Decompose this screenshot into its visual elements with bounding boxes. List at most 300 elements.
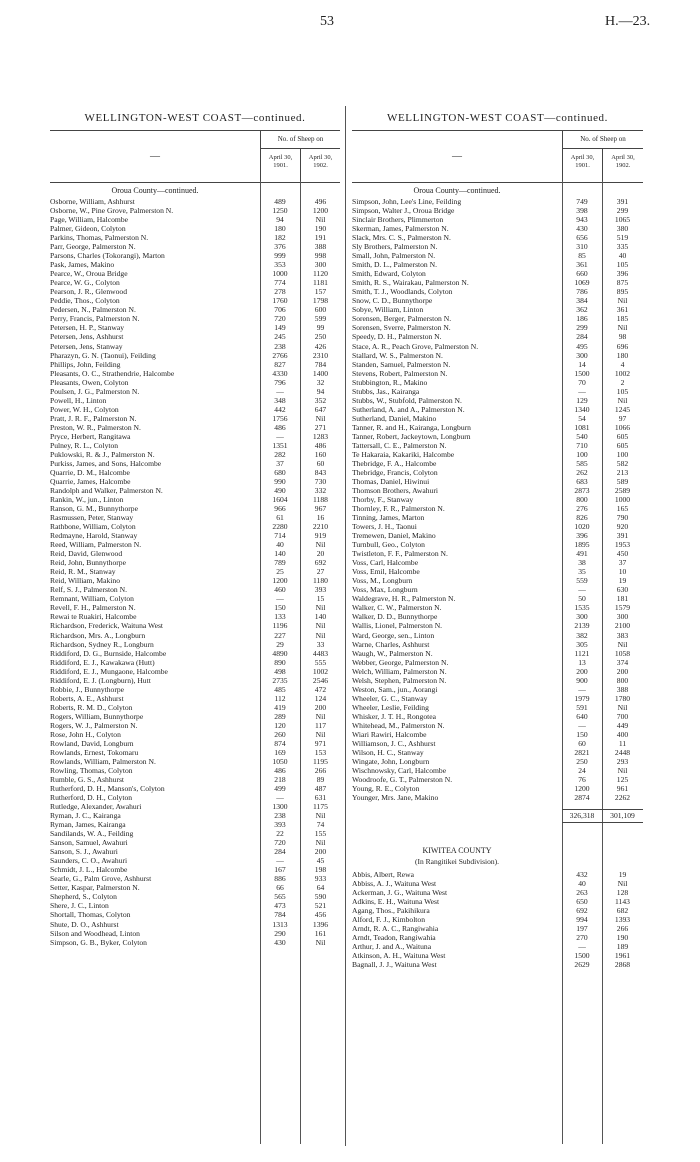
owner-name: Riddiford, D. G., Burnside, Halcombe	[50, 648, 167, 658]
owner-name: Sanson, S. J., Awahuri	[50, 847, 118, 857]
owner-name: Riddiford, E. J., Mungaone, Halcombe	[50, 666, 168, 676]
sheep-1901: 1200	[272, 576, 288, 586]
owner-name: Voss, M., Longburn	[352, 576, 413, 586]
document-reference: H.—23.	[605, 14, 651, 29]
table-row	[50, 694, 340, 703]
sheep-1902: 1195	[313, 756, 328, 766]
table-row	[50, 585, 340, 594]
owner-name: Pearson, J. R., Glenwood	[50, 287, 127, 297]
sheep-1901: 749	[576, 197, 588, 206]
sheep-1902: 2100	[614, 621, 631, 631]
sheep-1902: Nil	[315, 711, 326, 721]
table-row	[50, 558, 340, 567]
sheep-1902: Nil	[315, 413, 326, 423]
owner-name: Thomson Brothers, Awahuri	[352, 486, 438, 495]
sheep-1901: 40	[578, 879, 586, 889]
sheep-1901: 300	[576, 612, 588, 622]
section-heading-kiwitea: KIWITEA COUNTY	[422, 846, 492, 855]
table-row	[352, 323, 643, 332]
owner-name: Slack, Mrs. C. S., Palmerston N.	[352, 233, 451, 243]
sheep-1902: 692	[314, 558, 327, 568]
name-column-header: —	[452, 151, 462, 162]
owner-name: Thebridge, F. A., Halcombe	[352, 458, 437, 468]
table-row	[352, 513, 643, 522]
owner-name: Osborne, W., Pine Grove, Palmerston N.	[50, 206, 174, 216]
owner-name: Parsons, Charles (Tokorangi), Marton	[50, 251, 165, 261]
table-row	[50, 504, 340, 513]
owner-name: Tattersall, C. E., Palmerston N.	[352, 440, 447, 450]
owner-name: Sanson, Samuel, Awahuri	[50, 838, 128, 848]
table-row	[352, 942, 643, 951]
sheep-1901: 591	[576, 702, 588, 712]
table-row	[352, 405, 643, 414]
table-row	[50, 784, 340, 793]
sheep-1902: 700	[616, 711, 629, 721]
sheep-1902: 380	[616, 224, 629, 234]
owner-name: Rutherford, D. H., Colyton	[50, 793, 133, 803]
table-row	[50, 802, 340, 811]
sheep-1901: 1979	[574, 693, 590, 703]
owner-name: Tanner, Robert, Jackeytown, Longburn	[352, 431, 471, 441]
table-row	[50, 883, 340, 892]
table-row	[50, 540, 340, 549]
sheep-1902: 487	[314, 784, 327, 794]
sheep-1901: 276	[576, 504, 588, 514]
owner-name: Twistleton, F. F., Palmerston N.	[352, 549, 448, 559]
owner-name: Snow, C. D., Bunnythorpe	[352, 296, 433, 306]
owner-name: Sorensen, Sverre, Palmerston N.	[352, 323, 451, 333]
owner-name: Young, R. E., Colyton	[352, 784, 420, 794]
owner-name: Atkinson, A. H., Waituna West	[352, 951, 446, 961]
sheep-1902: 180	[616, 350, 629, 360]
sheep-1902: 647	[314, 404, 327, 414]
sheep-1901: 396	[576, 531, 588, 541]
sheep-1902: 496	[314, 197, 327, 206]
sheep-1901: 789	[274, 558, 286, 568]
sheep-1901: 25	[276, 567, 284, 577]
sheep-1902: 486	[314, 440, 327, 450]
page-number: 53	[320, 14, 334, 29]
owner-name: Stevens, Robert, Palmerston N.	[352, 368, 448, 378]
table-body	[352, 197, 643, 802]
table-row	[352, 667, 643, 676]
sheep-1902: 157	[314, 287, 327, 297]
owner-name: Rutherford, D. H., Manson's, Colyton	[50, 784, 165, 794]
sheep-1902: Nil	[315, 540, 326, 550]
sheep-1901: 1756	[272, 413, 288, 423]
owner-name: Walker, C. W., Palmerston N.	[352, 603, 442, 613]
table-row	[50, 323, 340, 332]
owner-name: Simpson, John, Lee's Line, Feilding	[352, 197, 462, 206]
section-heading: Oroua County—continued.	[413, 186, 501, 195]
sheep-1902: 335	[616, 242, 629, 252]
table-row	[50, 549, 340, 558]
date-1901-header: April 30, 1901.	[260, 149, 300, 182]
owner-name: Welch, William, Palmerston N.	[352, 666, 447, 676]
sheep-1902: 1798	[312, 296, 329, 306]
owner-name: Stubbs, W., Stubfold, Palmerston N.	[352, 395, 462, 405]
table-row	[50, 513, 340, 522]
owner-name: Voss, Carl, Halcombe	[352, 558, 419, 568]
sheep-1901: 238	[274, 341, 286, 351]
table-row	[352, 314, 643, 323]
sheep-1902: Nil	[617, 323, 628, 333]
table-row	[50, 441, 340, 450]
table-row	[50, 892, 340, 901]
table-row	[352, 870, 643, 879]
owner-name: Pask, James, Makino	[50, 260, 115, 270]
owner-name: Phillips, John, Feilding	[50, 359, 121, 369]
sheep-1901: 100	[576, 449, 588, 459]
section-subheading: (In Rangitikei Subdivision).	[415, 857, 499, 866]
sheep-1902: 361	[616, 305, 629, 315]
sheep-1901: 150	[576, 729, 588, 739]
table-row	[50, 224, 340, 233]
table-row	[50, 658, 340, 667]
sheep-1901: —	[276, 856, 284, 866]
owner-name: Pryce, Herbert, Rangitawa	[50, 431, 131, 441]
sheep-1902: 1188	[313, 495, 328, 505]
sheep-1901: 559	[576, 576, 588, 586]
sheep-1901: —	[276, 431, 284, 441]
owner-name: Rose, John H., Colyton	[50, 729, 121, 739]
table-row	[352, 332, 643, 341]
sheep-1902: 582	[616, 458, 629, 468]
sheep-1901: 149	[274, 323, 286, 333]
sheep-1902: 140	[314, 612, 327, 622]
sheep-1901: 565	[274, 892, 286, 902]
owner-name: Rowlands, William, Palmerston N.	[50, 756, 156, 766]
table-row	[50, 649, 340, 658]
sheep-1902: 19	[618, 870, 627, 879]
table-row	[352, 504, 643, 513]
sheep-1901: 585	[576, 458, 588, 468]
table-row	[352, 495, 643, 504]
owner-name: Shute, D. O., Ashhurst	[50, 919, 119, 929]
table-row	[352, 450, 643, 459]
left-column	[50, 104, 340, 1154]
sheep-1901: 112	[274, 693, 286, 703]
table-row	[50, 477, 340, 486]
owner-name: Relf, S. J., Palmerston N.	[50, 585, 127, 595]
sheep-1901: —	[578, 942, 586, 952]
sheep-1902: 191	[314, 233, 327, 243]
table-row	[352, 486, 643, 495]
sheep-1902: 128	[616, 888, 629, 898]
sheep-1901: 284	[274, 847, 286, 857]
table-row	[50, 387, 340, 396]
table-row	[352, 960, 643, 969]
sheep-1901: 994	[576, 915, 588, 925]
table-row	[50, 757, 340, 766]
sheep-1902: 696	[616, 341, 629, 351]
sheep-1901: 774	[274, 278, 286, 288]
sheep-1901: 966	[274, 504, 286, 514]
sheep-1901: 2629	[574, 960, 590, 970]
owner-name: Warne, Charles, Ashhurst	[352, 639, 430, 649]
owner-name: Small, John, Palmerston N.	[352, 251, 436, 261]
owner-name: Arndt, Teadon, Rangiwahia	[352, 933, 436, 943]
sheep-1902: 99	[316, 323, 325, 333]
table-row	[352, 233, 643, 242]
table-row	[352, 360, 643, 369]
sheep-1902: 456	[314, 910, 327, 920]
sheep-1902: 589	[616, 476, 629, 486]
sheep-1901: 182	[274, 233, 286, 243]
sheep-1902: 521	[314, 901, 327, 911]
sheep-1901: 398	[576, 206, 588, 216]
owner-name: Quarrie, James, Halcombe	[50, 476, 131, 486]
owner-name: Wilson, H. C., Stanway	[352, 747, 424, 757]
sheep-1902: 2868	[614, 960, 631, 970]
sheep-1902: 124	[314, 693, 327, 703]
table-row	[352, 423, 643, 432]
owner-name: Whisker, J. T. H., Rongotea	[352, 711, 436, 721]
owner-name: Ward, George, sen., Linton	[352, 630, 435, 640]
sheep-1902: 391	[616, 531, 629, 541]
sheep-1901: 1081	[574, 422, 590, 432]
sheep-1901: 432	[576, 870, 588, 879]
sheep-1902: 374	[616, 657, 629, 667]
sheep-1901: 348	[274, 395, 286, 405]
table-row	[50, 495, 340, 504]
sheep-1901: 4330	[272, 368, 288, 378]
sheep-1902: 631	[314, 793, 327, 803]
sheep-1901: 310	[576, 242, 588, 252]
owner-name: Parr, George, Palmerston N.	[50, 242, 136, 252]
sheep-1902: 97	[618, 413, 627, 423]
sheep-1901: 150	[274, 603, 286, 613]
owner-name: Rutledge, Alexander, Awahuri	[50, 802, 142, 812]
table-row	[50, 305, 340, 314]
owner-name: Pratt, J. R. F., Palmerston N.	[50, 413, 137, 423]
owner-name: Wischnowsky, Carl, Halcombe	[352, 765, 447, 775]
owner-name: Remnant, William, Colyton	[50, 594, 134, 604]
table-row	[352, 694, 643, 703]
sheep-1902: 1000	[614, 495, 631, 505]
table-row	[50, 432, 340, 441]
sheep-1901: 382	[576, 630, 588, 640]
sheep-1901: 169	[274, 747, 286, 757]
sheep-1901: 683	[576, 476, 588, 486]
sheep-1902: Nil	[315, 838, 326, 848]
owner-name: Reid, John, Bunnythorpe	[50, 558, 126, 568]
owner-name: Rankin, W., jun., Linton	[50, 495, 124, 505]
sheep-1901: 353	[274, 260, 286, 270]
owner-name: Arthur, J. and A., Waituna	[352, 942, 432, 952]
sheep-1901: 362	[576, 305, 588, 315]
sheep-1901: 784	[274, 910, 286, 920]
table-row	[352, 915, 643, 924]
owner-name: Weston, Sam., jun., Aorangi	[352, 684, 438, 694]
table-row	[50, 929, 340, 938]
owner-name: Riddiford, E. J. (Longburn), Hutt	[50, 675, 151, 685]
table-row	[352, 897, 643, 906]
owner-name: Reed, William, Palmerston N.	[50, 540, 142, 550]
sheep-1901: 250	[576, 756, 588, 766]
owner-name: Abbis, Albert, Rewa	[352, 870, 415, 879]
table-row	[50, 423, 340, 432]
sheep-1901: 197	[576, 924, 588, 934]
table-row	[352, 441, 643, 450]
sheep-1901: 227	[274, 630, 286, 640]
sheep-1902: 1579	[614, 603, 631, 613]
sheep-1901: 640	[576, 711, 588, 721]
sheep-1901: 442	[274, 404, 286, 414]
sheep-1901: 419	[274, 702, 286, 712]
table-row	[352, 658, 643, 667]
sheep-1901: 796	[274, 377, 286, 387]
sheep-1902: 33	[316, 639, 325, 649]
sheep-1901: 491	[576, 549, 588, 559]
owner-name: Power, W. H., Colyton	[50, 404, 119, 414]
owner-name: Sutherland, Daniel, Makino	[352, 413, 437, 423]
sheep-1901: 2735	[272, 675, 288, 685]
owner-name: Rumble, G. S., Ashhurst	[50, 775, 125, 784]
sheep-1902: 15	[316, 594, 325, 604]
sheep-1902: 4483	[312, 648, 329, 658]
owner-name: Roberts, R. M. D., Colyton	[50, 702, 133, 712]
owner-name: Pulney, R. L., Colyton	[50, 440, 119, 450]
sheep-1902: 153	[314, 747, 327, 757]
owner-name: Pleasants, Owen, Colyton	[50, 377, 129, 387]
owner-name: Rathbone, William, Colyton	[50, 522, 136, 532]
sheep-1901: 238	[274, 811, 286, 821]
sheep-1902: 682	[616, 906, 629, 916]
sheep-1901: 710	[576, 440, 588, 450]
sheep-1901: 1895	[574, 540, 590, 550]
table-row	[352, 206, 643, 215]
owner-name: Preston, W. R., Palmerston N.	[50, 422, 141, 432]
sheep-1901: 1500	[574, 368, 590, 378]
sheep-1902: 396	[616, 269, 629, 279]
table-row	[352, 278, 643, 287]
table-row	[352, 621, 643, 630]
sheep-1901: 430	[274, 937, 286, 947]
owner-name: Pearce, W. G., Colyton	[50, 278, 120, 288]
sheep-1901: 886	[274, 874, 286, 884]
sheep-1901: 486	[274, 765, 286, 775]
sheep-1901: 890	[274, 657, 286, 667]
sheep-1901: 85	[578, 251, 586, 261]
owner-name: Quarrie, D. M., Halcombe	[50, 467, 130, 477]
sheep-1902: 213	[616, 467, 629, 477]
owner-name: Rowlands, Ernest, Tokomaru	[50, 747, 139, 757]
sheep-1902: 933	[314, 874, 327, 884]
sheep-1901: 289	[274, 711, 286, 721]
sheep-1901: 1351	[272, 440, 288, 450]
owner-name: Adkins, E. H., Waituna West	[352, 897, 440, 907]
owner-name: Smith, D. L., Palmerston N.	[352, 260, 438, 270]
table-row	[50, 712, 340, 721]
table-row	[352, 775, 643, 784]
table-row	[352, 197, 643, 206]
table-row	[50, 640, 340, 649]
owner-name: Tinning, James, Marton	[352, 513, 425, 523]
table-row	[50, 793, 340, 802]
owner-name: Stallard, W. S., Palmerston N.	[352, 350, 443, 360]
sheep-1902: Nil	[315, 621, 326, 631]
table-row	[50, 567, 340, 576]
sheep-1901: 660	[576, 269, 588, 279]
sheep-1901: —	[276, 594, 284, 604]
sheep-1901: 495	[576, 341, 588, 351]
sheep-1902: 2448	[614, 747, 631, 757]
table-row	[50, 215, 340, 224]
table-row	[352, 287, 643, 296]
sheep-1902: 1002	[312, 666, 329, 676]
table-row	[50, 206, 340, 215]
owner-name: Thorby, F., Stanway	[352, 495, 414, 505]
sheep-1902: 160	[314, 449, 327, 459]
table-row	[352, 242, 643, 251]
table-row	[352, 549, 643, 558]
sheep-1902: 998	[314, 251, 327, 261]
table-row	[352, 906, 643, 915]
sheep-1901: 1121	[574, 648, 590, 658]
sheep-1901: 1069	[574, 278, 590, 288]
sheep-1902: 1120	[313, 269, 328, 279]
table-row	[352, 757, 643, 766]
owner-name: Wheeler, G. C., Stanway	[352, 693, 428, 703]
sheep-1902: 630	[616, 585, 629, 595]
sheep-1901: 460	[274, 585, 286, 595]
owner-name: Stubbs, Jas., Kairanga	[352, 386, 420, 396]
table-row	[352, 522, 643, 531]
owner-name: Ranson, G. M., Bunnythorpe	[50, 504, 138, 514]
table-row	[352, 712, 643, 721]
sheep-1901: 94	[276, 215, 284, 225]
sheep-1901: 826	[576, 513, 588, 523]
owner-name: Rowland, David, Longburn	[50, 738, 134, 748]
column-title: WELLINGTON-WEST COAST—continued.	[386, 112, 609, 124]
sheep-1901: 29	[276, 639, 284, 649]
sheep-1902: 189	[616, 942, 629, 952]
owner-name: Towers, J. H., Taonui	[352, 522, 417, 532]
sheep-1901: 786	[576, 287, 588, 297]
table-row	[352, 531, 643, 540]
sheep-1902: 800	[616, 675, 629, 685]
sheep-1902: 1002	[614, 368, 631, 378]
owner-name: Simpson, G. B., Byker, Colyton	[50, 937, 147, 947]
sheep-1901: 490	[274, 486, 286, 495]
sheep-1902: 784	[314, 359, 327, 369]
sheep-1901: 486	[274, 422, 286, 432]
sheep-1902: Nil	[315, 630, 326, 640]
sheep-1902: 11	[618, 738, 627, 748]
owner-name: Reid, William, Makino	[50, 576, 121, 586]
owner-name: Pharazyn, G. N. (Taonui), Feilding	[50, 350, 156, 360]
sheep-1902: 271	[314, 422, 327, 432]
sheep-1902: 1283	[312, 431, 329, 441]
sheep-1901: 278	[274, 287, 286, 297]
sheep-1901: 70	[578, 377, 586, 387]
table-row	[352, 721, 643, 730]
table-row	[50, 910, 340, 919]
sheep-1901: 66	[276, 883, 284, 893]
table-header	[352, 130, 643, 183]
sheep-1902: 1181	[313, 278, 328, 288]
table-row	[50, 730, 340, 739]
sheep-1901: 361	[576, 260, 588, 270]
owner-name: Stubbington, R., Makino	[352, 377, 428, 387]
owner-name: Ryman, J. C., Kairanga	[50, 811, 121, 821]
sheep-1902: 1396	[312, 919, 329, 929]
sheep-1901: 2280	[272, 522, 288, 532]
sheep-1901: 218	[274, 775, 286, 784]
sheep-1902: 27	[316, 567, 325, 577]
sheep-1901: 943	[576, 215, 588, 225]
